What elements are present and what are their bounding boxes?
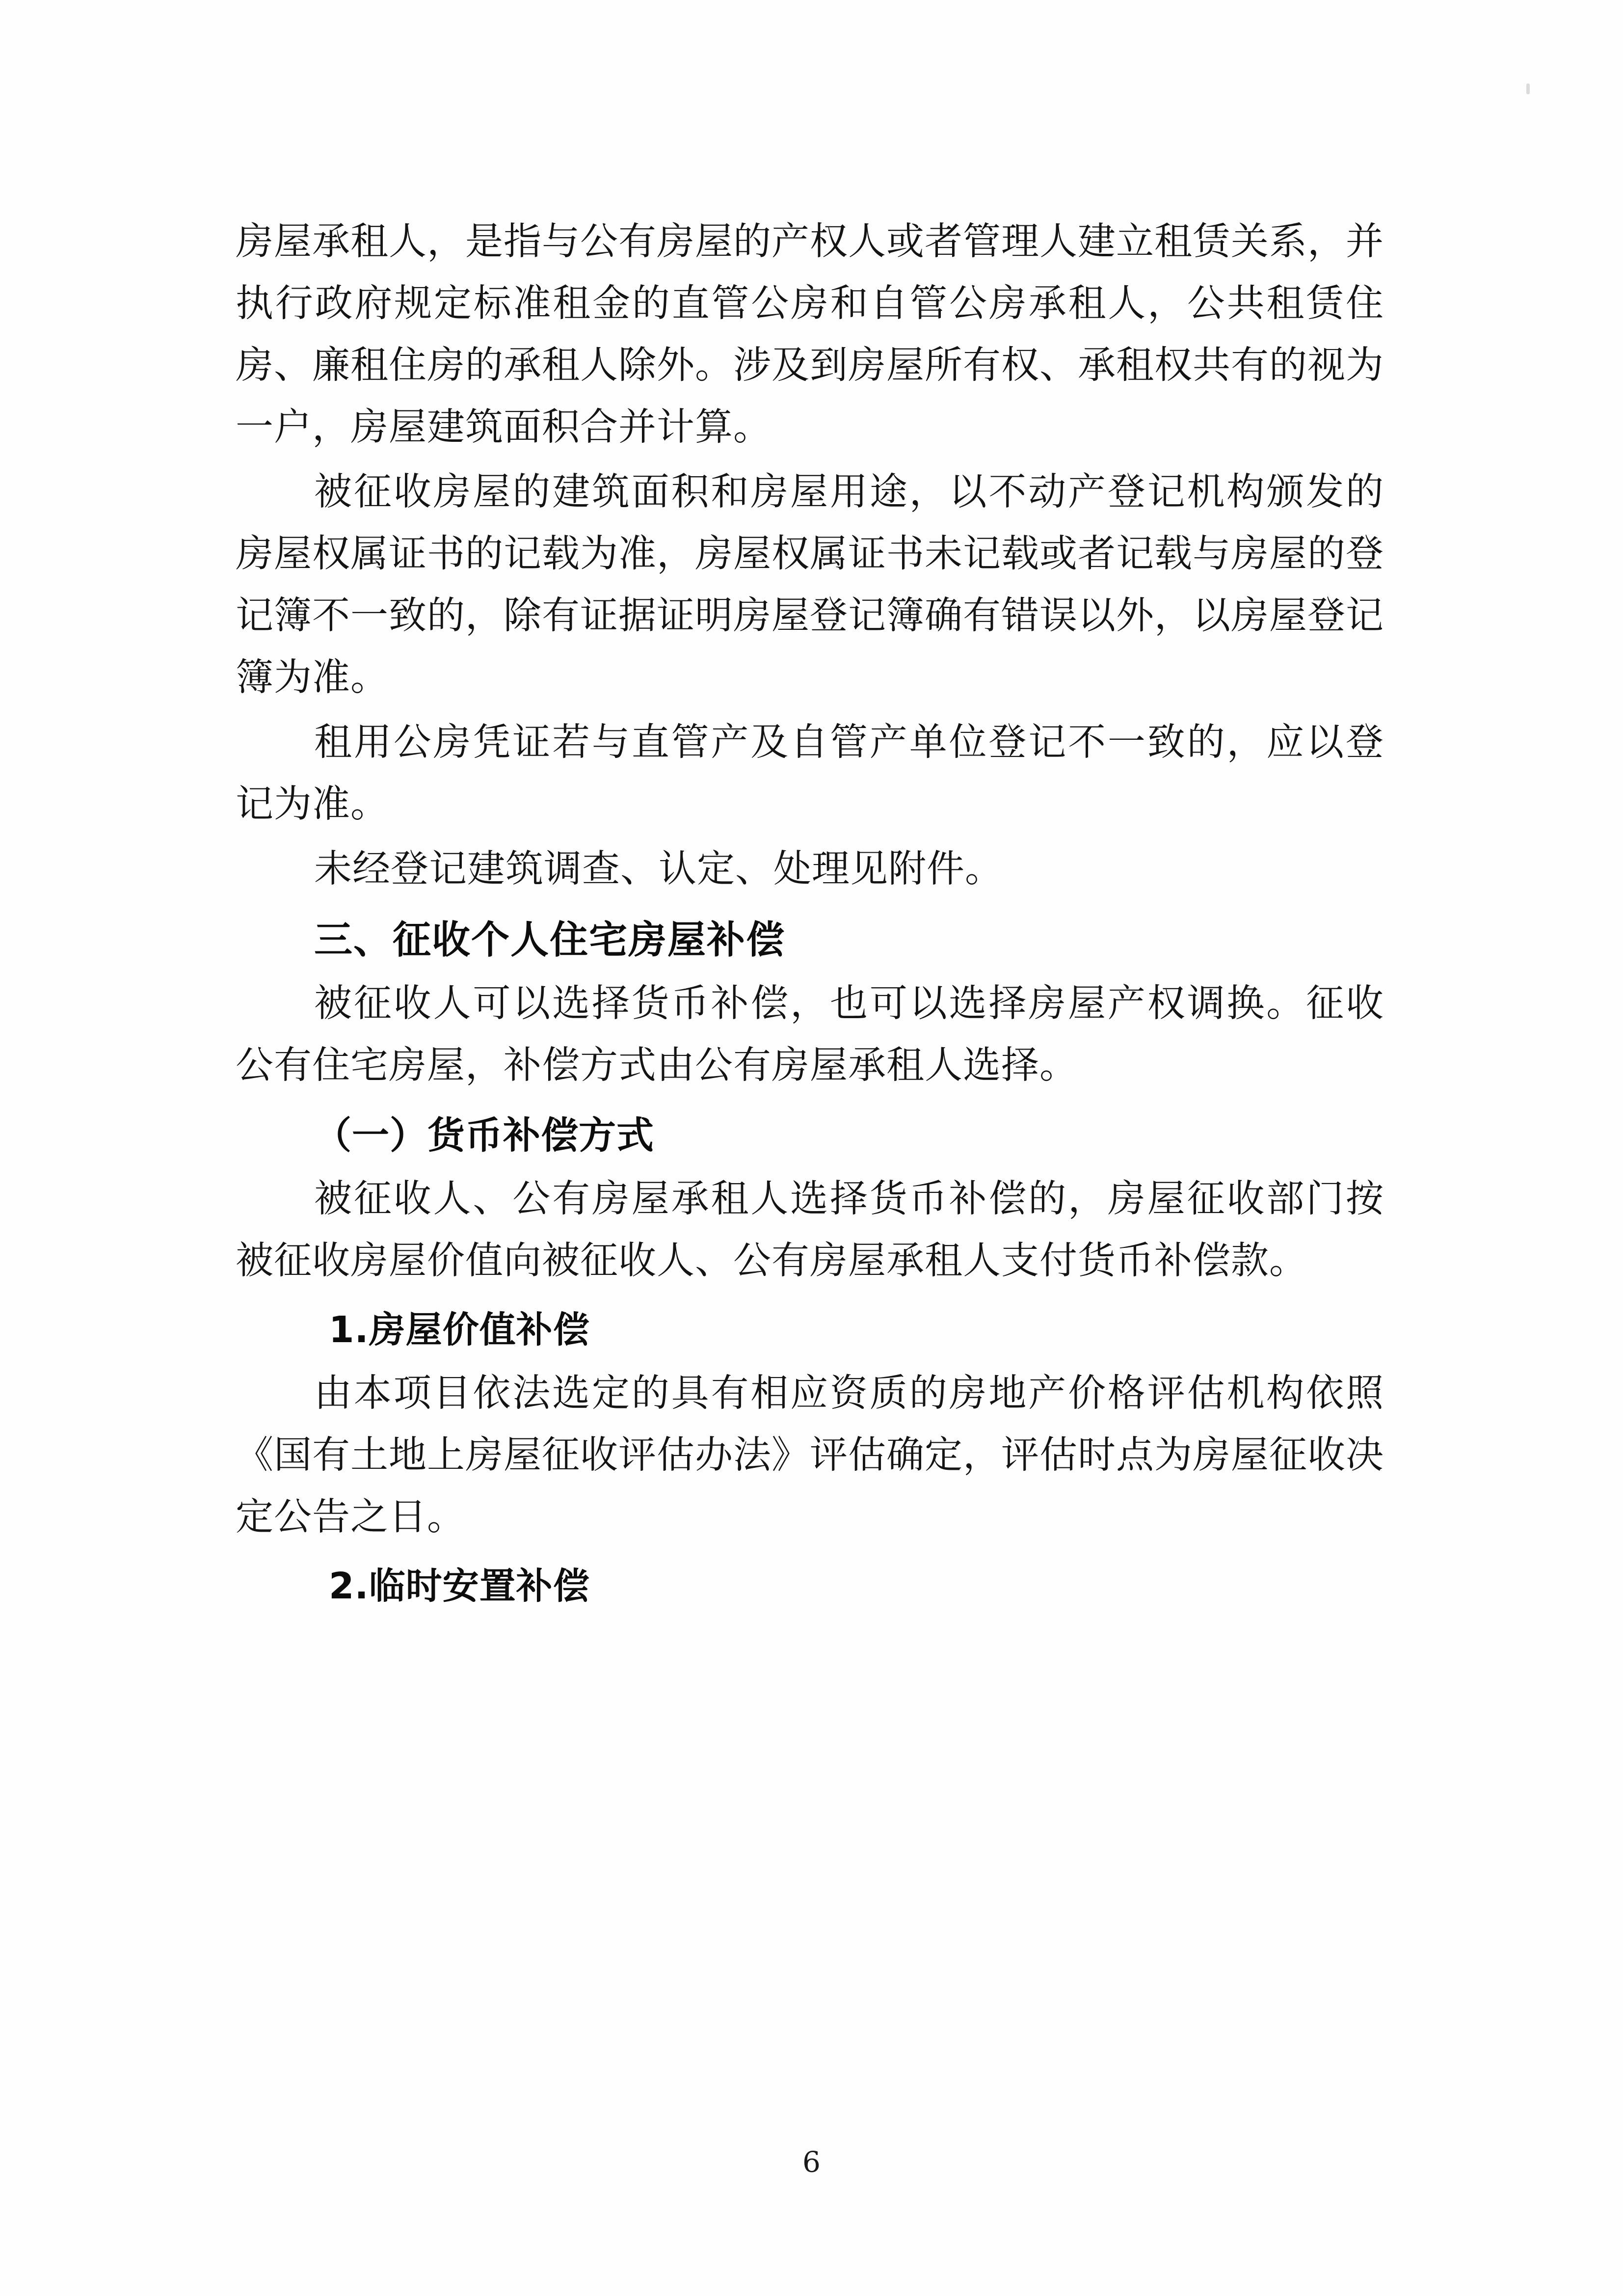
- paragraph: 未经登记建筑调查、认定、处理见附件。: [314, 847, 1003, 891]
- paragraph: 被征收人、公有房屋承租人选择货币补偿的，房屋征收部门按被征收房屋价值向被征收人、公有房屋承租人支付货币补偿款。: [236, 1177, 1384, 1283]
- document-body: [236, 211, 1384, 1619]
- paragraph: 房屋承租人，是指与公有房屋的产权人或者管理人建立租赁关系，并执行政府规定标准租金的直管公房和自管公房承租人，公共租赁住房、廉租住房的承租人除外。涉及到房屋所有权、承租权共有的视为一户，房屋建筑面积合并计算。: [236, 220, 1384, 449]
- item-heading: 2.临时安置补偿: [329, 1565, 590, 1607]
- paragraph: 租用公房凭证若与直管产及自管产单位登记不一致的，应以登记为准。: [236, 721, 1384, 826]
- section-heading: 三、征收个人住宅房屋补偿: [314, 918, 786, 962]
- item-heading: 1.房屋价值补偿: [329, 1309, 590, 1351]
- page-number: 6: [802, 2145, 821, 2179]
- subsection-heading: （一）货币补偿方式: [314, 1113, 654, 1157]
- paragraph: 由本项目依法选定的具有相应资质的房地产价格评估机构依照《国有土地上房屋征收评估办法》评估确定，评估时点为房屋征收决定公告之日。: [236, 1372, 1384, 1539]
- paper-speck: [1526, 83, 1530, 94]
- paragraph: 被征收房屋的建筑面积和房屋用途，以不动产登记机构颁发的房屋权属证书的记载为准，房屋权属证书未记载或者记载与房屋的登记簿不一致的，除有证据证明房屋登记簿确有错误以外，以房屋登记簿为准。: [236, 470, 1384, 700]
- paragraph: 被征收人可以选择货币补偿，也可以选择房屋产权调换。征收公有住宅房屋，补偿方式由公有房屋承租人选择。: [236, 982, 1384, 1087]
